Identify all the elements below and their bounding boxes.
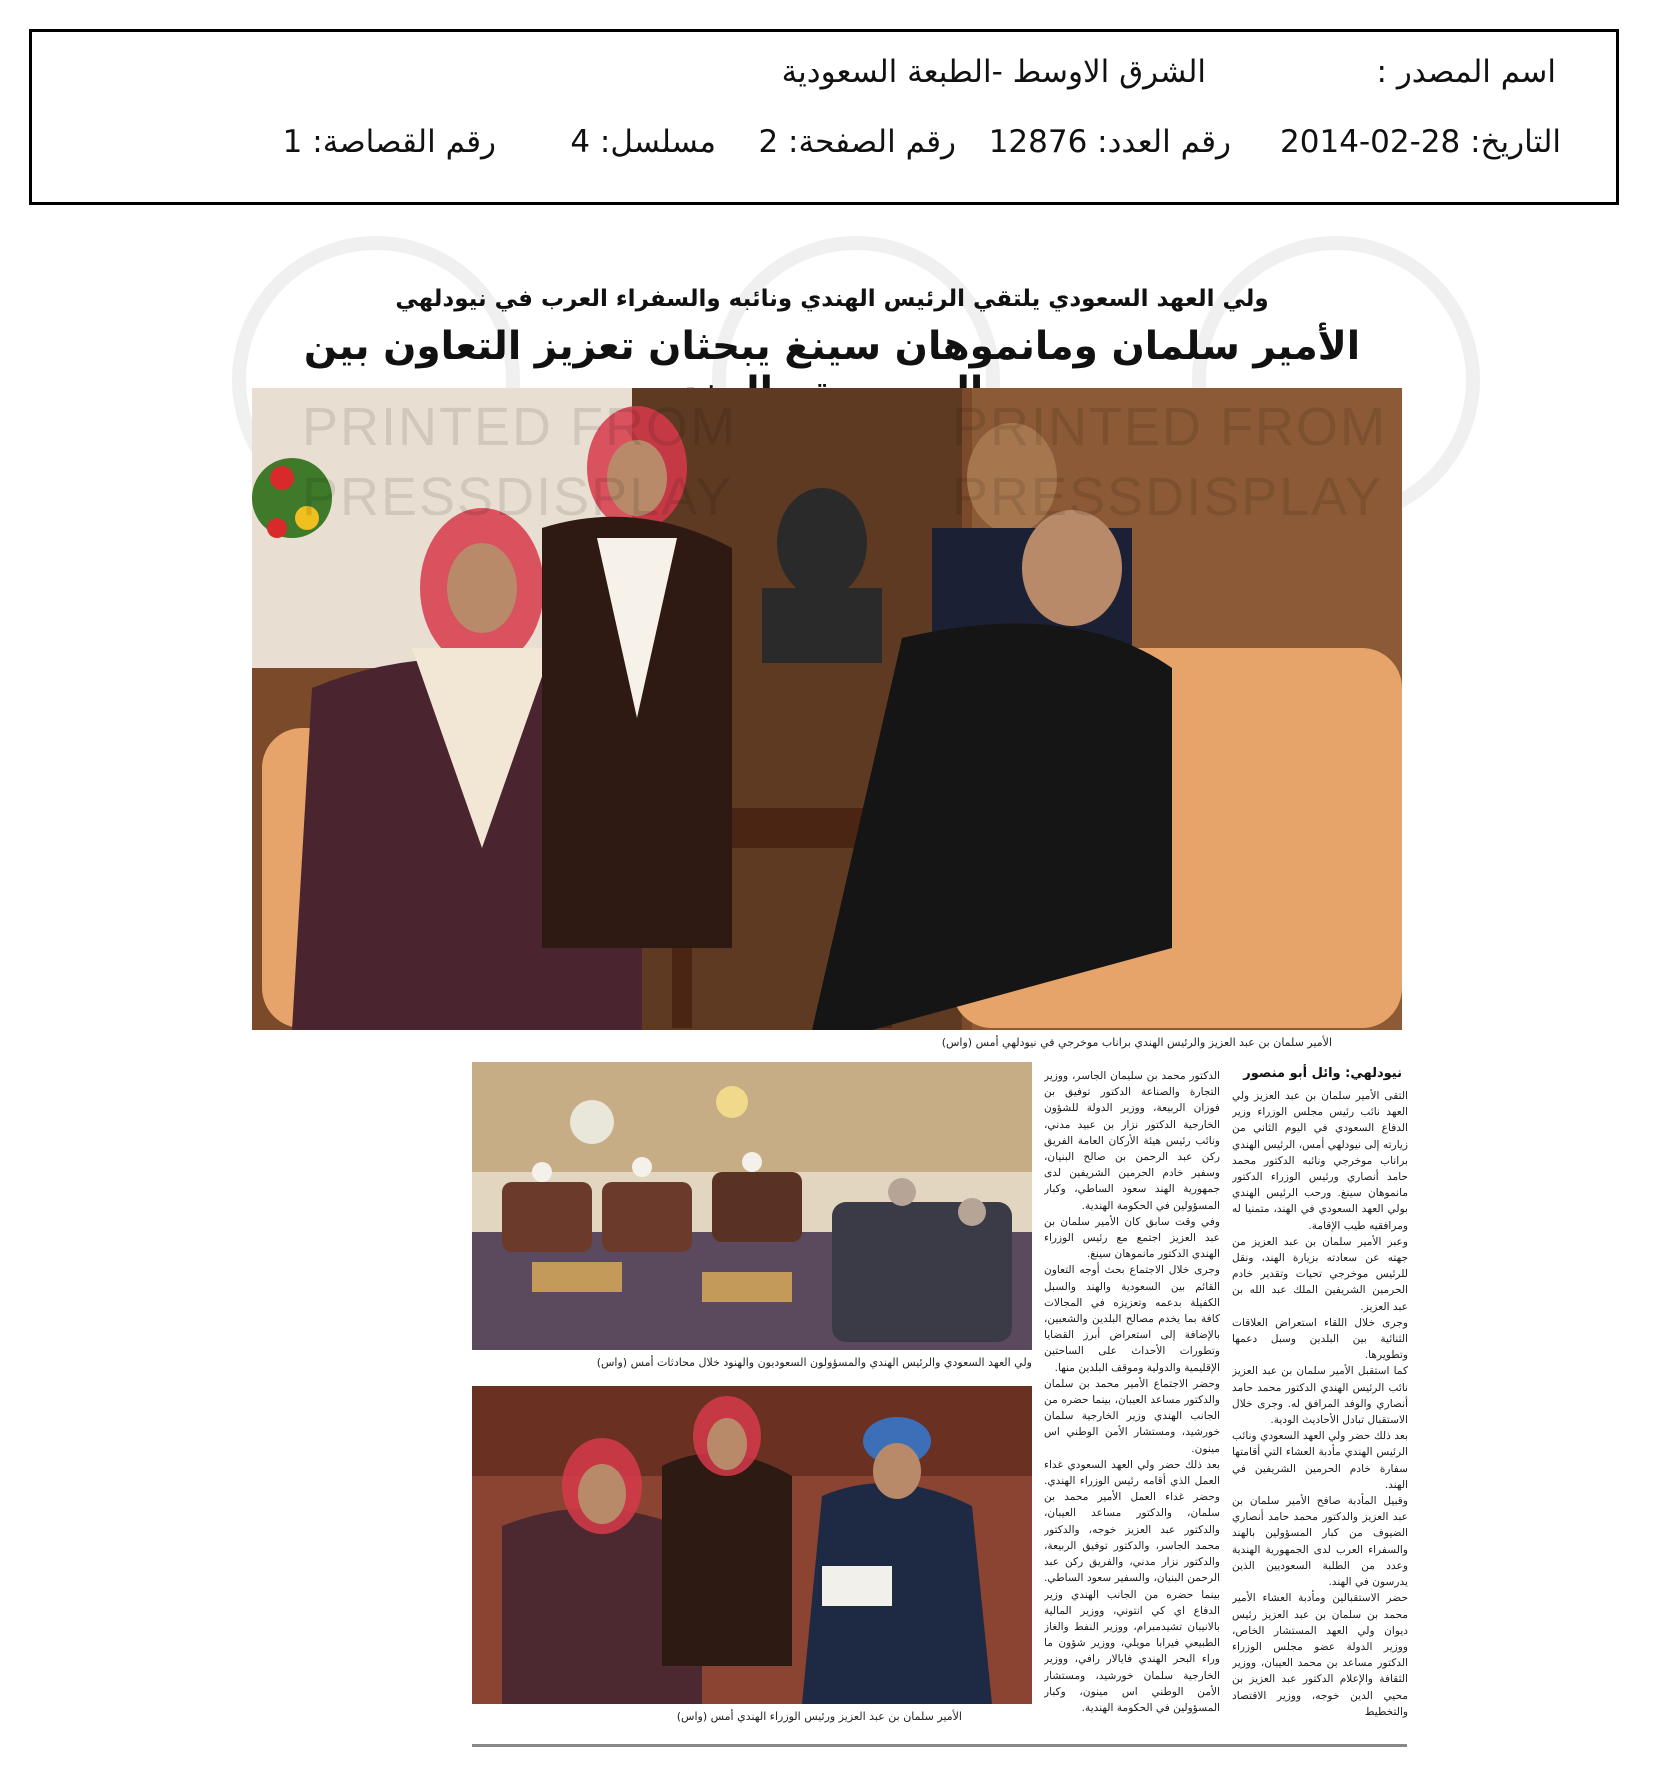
paragraph: وحضر الاجتماع الأمير محمد بن سلمان والدكتور مساعد العيبان، بينما حضره من الجانب الهندي وزير الخارجية سلمان خورشيد، ومستشار الأمن الوطني اس مينون. xyxy=(1044,1377,1220,1455)
date-field: التاريخ: 28-02-2014 xyxy=(1280,124,1561,160)
paragraph: وعبر الأمير سلمان بن عبد العزيز من جهته عن سعادته بزيارة الهند، ونقل للرئيس موخرجي تحيات وتقدير خادم الحرمين الشريفين الملك عبد الله بن عبد العزيز. xyxy=(1232,1235,1408,1313)
paragraph: وقبيل المأدبة صافح الأمير سلمان بن عبد العزيز والدكتور محمد حامد أنصاري الضيوف من كبار المسؤولين بالهند والسفراء العرب لدى الجمهورية الهندية وعدد من الطلبة السعوديين الذين يدرسون في الهند. xyxy=(1232,1495,1408,1589)
article-byline: نيودلهي: وائل أبو منصور xyxy=(1243,1066,1402,1081)
source-value: الشرق الاوسط -الطبعة السعودية xyxy=(781,54,1206,90)
article-headline: الأمير سلمان ومانموهان سينغ يبحثان تعزيز التعاون بين xyxy=(303,324,1361,369)
newspaper-clipping xyxy=(232,236,1432,1736)
main-photo-caption: الأمير سلمان بن عبد العزيز والرئيس الهندي براناب موخرجي في نيودلهي أمس (واس) xyxy=(941,1036,1332,1049)
page-number: رقم الصفحة: 2 xyxy=(758,124,956,160)
paragraph: وجرى خلال اللقاء استعراض العلاقات الثنائية بين البلدين وسبل دعمها وتطويرها. xyxy=(1232,1316,1408,1362)
meeting-photo-caption: ولي العهد السعودي والرئيس الهندي والمسؤولون السعوديون والهنود خلال محادثات أمس (واس) xyxy=(596,1356,1032,1369)
clip-number: رقم القصاصة: 1 xyxy=(282,124,496,160)
pm-photo-caption: الأمير سلمان بن عبد العزيز ورئيس الوزراء الهندي أمس (واس) xyxy=(676,1710,962,1723)
watermark-text: PRESSDISPLAY xyxy=(302,467,734,527)
meeting-photo xyxy=(472,1062,1032,1350)
source-header-box xyxy=(29,29,1619,205)
pm-photo-illustration xyxy=(472,1386,1032,1704)
paragraph: بعد ذلك حضر ولي العهد السعودي غداء العمل الذي أقامه رئيس الوزراء الهندي. وحضر غداء العمل الأمير محمد بن سلمان، والدكتور مساعد العيبان، والدكتور عبد العزيز خوجه، والدكتور محمد الجاسر، والدكتور توفيق الربيعة، والدكتور نزار مدني، والفريق ركن عبد الرحمن البنيان، والسفير سعود الساطي. بينما حضره من الجانب الهندي وزير الدفاع اي كي انتوني، ووزير المالية بالانيبان تشيدمبرام، ووزير النفط والغاز الطبيعي فيرابا مويلي، ووزير شؤون ما وراء البحر الهندي فايالار رافي، ووزير الخارجية سلمان خورشيد، ومستشار الأمن الوطني اس مينون، وكبار المسؤولين في الحكومة الهندية. xyxy=(1044,1458,1220,1714)
bottom-rule xyxy=(472,1744,1407,1747)
pm-photo xyxy=(472,1386,1032,1704)
article-column-1 xyxy=(1232,1088,1408,1738)
meeting-photo-illustration xyxy=(472,1062,1032,1350)
paragraph: وجرى خلال الاجتماع بحث أوجه التعاون القائم بين السعودية والهند والسبل الكفيلة بدعمه وتعزيزه في المجالات كافة بما يخدم مصالح البلدين والشعبين، بالإضافة إلى استعراض أبرز القضايا وتطورات الأحداث على الساحتين الإقليمية والدولية وموقف البلدين منها. xyxy=(1044,1264,1220,1374)
paragraph: كما استقبل الأمير سلمان بن عبد العزيز نائب الرئيس الهندي الدكتور محمد حامد أنصاري والوفد المرافق له. وجرى خلال الاستقبال تبادل الأحاديث الودية. xyxy=(1232,1365,1408,1427)
paragraph: التقى الأمير سلمان بن عبد العزيز ولي العهد نائب رئيس مجلس الوزراء وزير الدفاع السعودي في اليوم الثاني من زيارته إلى نيودلهي أمس، الرئيس الهندي براناب موخرجي ونائبه الدكتور محمد حامد أنصاري ورئيس الوزراء الدكتور مانموهان سينغ. ورحب الرئيس الهندي بولي العهد السعودي في الهند، متمنيا له ومرافقيه طيب الإقامة. xyxy=(1232,1090,1408,1232)
article-kicker: ولي العهد السعودي يلتقي الرئيس الهندي ونائبه والسفراء العرب في نيودلهي xyxy=(395,286,1269,312)
paragraph: حضر الاستقبالين ومأدبة العشاء الأمير محمد بن سلمان بن عبد العزيز رئيس ديوان ولي العهد المستشار الخاص، ووزير الدولة عضو مجلس الوزراء الدكتور مساعد بن محمد العيبان، ووزير الثقافة والإعلام الدكتور عبد العزيز بن محيي الدين خوجه، ووزير الاقتصاد والتخطيط xyxy=(1232,1592,1408,1718)
watermark-text: PRESSDISPLAY xyxy=(952,467,1384,527)
paragraph: الدكتور محمد بن سليمان الجاسر، ووزير التجارة والصناعة الدكتور توفيق بن فوزان الربيعة، ووزير الدولة للشؤون الخارجية الدكتور نزار بن عبيد مدني، ونائب رئيس هيئة الأركان العامة الفريق ركن عبد الرحمن بن صالح البنيان، وسفير خادم الحرمين الشريفين لدى جمهورية الهند سعود الساطي، وكبار المسؤولين في الحكومة الهندية. xyxy=(1044,1070,1220,1212)
watermark-text: PRINTED FROM xyxy=(302,397,737,457)
article-column-2 xyxy=(1044,1068,1220,1738)
paragraph: بعد ذلك حضر ولي العهد السعودي ونائب الرئيس الهندي مأدبة العشاء التي أقامتها سفارة خادم الحرمين الشريفين في الهند. xyxy=(1232,1430,1408,1491)
serial-number: مسلسل: 4 xyxy=(570,124,716,160)
issue-number: رقم العدد: 12876 xyxy=(988,124,1231,160)
source-label: اسم المصدر : xyxy=(1376,54,1556,90)
watermark-text: PRINTED FROM xyxy=(952,397,1387,457)
paragraph: وفي وقت سابق كان الأمير سلمان بن عبد العزيز اجتمع مع رئيس الوزراء الهندي الدكتور مانموهان سينغ. xyxy=(1044,1215,1220,1261)
